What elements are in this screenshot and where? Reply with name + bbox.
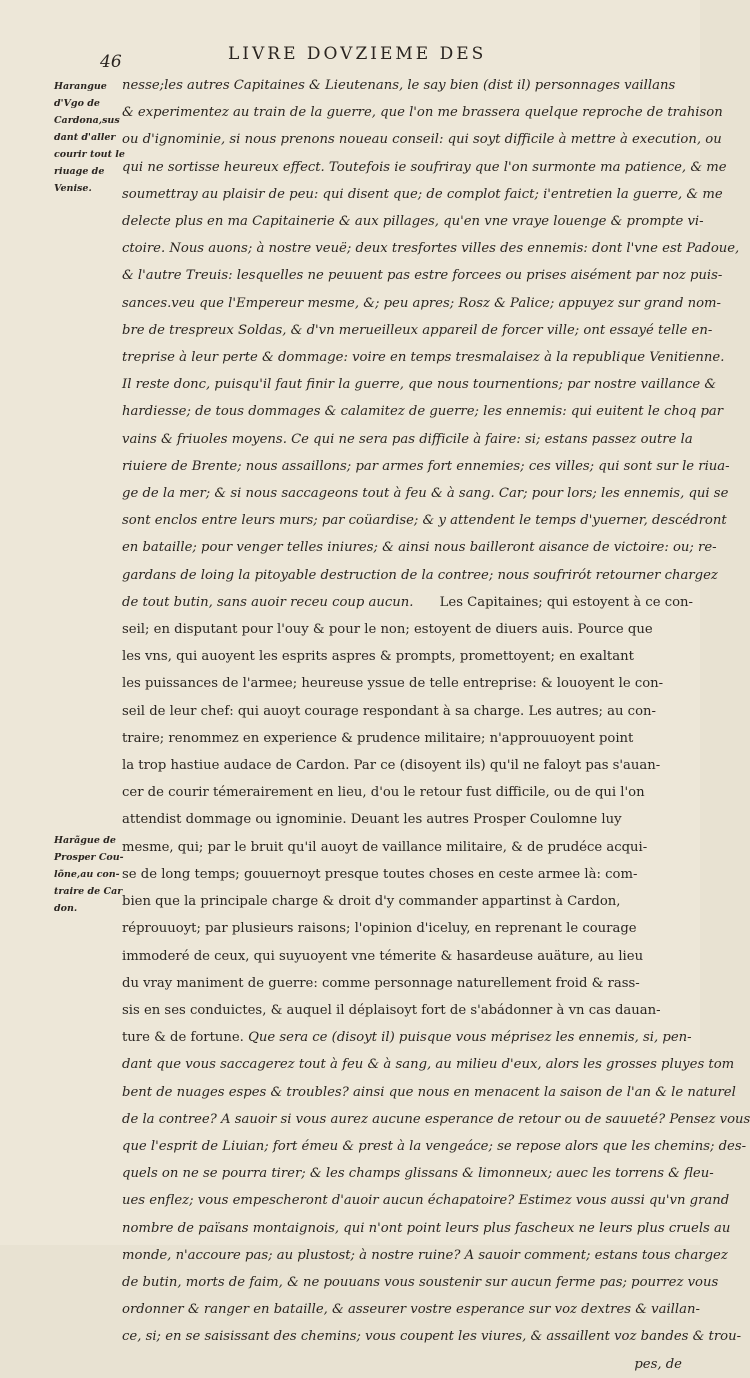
text-line xyxy=(122,426,693,453)
text-segment: nesse;les autres Capitaines & Lieutenans, le say bien (dist il) personnages vaillans xyxy=(122,78,676,93)
margin-note-line: lõne,au con- xyxy=(54,869,120,880)
text-segment: sont enclos entre leurs murs; par coüardise; & y attendent le temps d'yuerner, descédront xyxy=(122,513,727,529)
text-line xyxy=(122,344,725,371)
text-segment: seil; en disputant pour l'ouy & pour le non; estoyent de diuers auis. Pource que xyxy=(122,622,653,638)
text-segment: pes, de xyxy=(634,1356,682,1372)
running-head: LIVRE DOVZIEME DES xyxy=(228,44,487,64)
margin-note-line: Harãgue de xyxy=(54,835,116,846)
text-segment: & experimentez au train de la guerre, que l'on me brassera quelque reproche de trahison xyxy=(122,105,723,121)
margin-note-harangue-cardona xyxy=(54,78,126,197)
margin-note-line: d'Vgo de xyxy=(54,98,100,109)
text-line xyxy=(122,943,682,970)
text-line xyxy=(122,1106,750,1133)
text-line xyxy=(122,915,682,942)
text-segment: delecte plus en ma Capitainerie & aux pillages, qu'en vne vraye louenge & prompte vi- xyxy=(122,214,704,230)
text-segment: vains & friuoles moyens. Ce qui ne sera pas difficile à faire: si; estans passez outre la xyxy=(122,431,693,447)
text-segment: les puissances de l'armee; heureuse yssue de telle entreprise: & louoyent le con- xyxy=(122,676,664,692)
text-line xyxy=(122,888,682,915)
text-segment: sis en ses conduictes, & auquel il déplaisoyt fort de s'abádonner à vn cas dauan- xyxy=(122,1002,661,1018)
text-segment: ues enflez; vous empescheront d'auoir aucun échapatoire? Estimez vous aussi qu'vn grand xyxy=(122,1193,730,1209)
text-line xyxy=(122,861,682,888)
body-text xyxy=(122,72,750,1378)
text-segment: ture & de fortune. xyxy=(122,1030,244,1046)
text-line xyxy=(122,126,722,153)
text-line xyxy=(122,72,682,99)
text-line xyxy=(122,562,718,589)
text-segment: en bataille; pour venger telles iniures; & ainsi nous bailleront aisance de victoire: ou; re- xyxy=(122,540,717,556)
text-segment: bre de trespreux Soldas, & d'vn merueilleux appareil de forcer ville; ont essayé telle en- xyxy=(122,322,713,338)
text-segment: du vray maniment de guerre: comme personnage naturellement froid & rass- xyxy=(122,975,640,991)
text-line xyxy=(122,1160,714,1187)
text-segment: de butin, morts de faim, & ne pouuans vous soustenir sur aucun ferme pas; pourrez vous xyxy=(122,1274,719,1290)
text-line xyxy=(122,154,727,181)
text-segment: treprise à leur perte & dommage: voire en temps tresmalaisez à la republique Venitienne. xyxy=(122,350,725,366)
margin-note-line: Venise. xyxy=(54,183,92,194)
text-segment: quels on ne se pourra tirer; & les champs glissans & limonneux; auec les torrens & fleu- xyxy=(122,1166,714,1182)
text-line xyxy=(122,1323,742,1350)
text-line xyxy=(122,317,713,344)
text-line xyxy=(122,1215,731,1242)
text-segment: gardans de loing la pitoyable destruction de la contree; nous soufrirót retourner chargez xyxy=(122,567,718,583)
text-segment: Il reste donc, puisqu'il faut finir la guerre, que nous tournentions; par nostre vaillance & xyxy=(122,377,717,393)
text-segment: ctoire. Nous auons; à nostre veuë; deux tresfortes villes des ennemis: dont l'vne est Padoue, xyxy=(122,241,740,257)
text-line xyxy=(122,806,682,833)
text-segment: seil de leur chef: qui auoyt courage respondant à sa charge. Les autres; au con- xyxy=(122,703,656,719)
text-segment: traire; renommez en experience & prudence militaire; n'approuuoyent point xyxy=(122,730,634,746)
text-segment: ge de la mer; & si nous saccageons tout à feu & à sang. Car; pour lors; les ennemis, qui se xyxy=(122,486,729,502)
text-line xyxy=(122,725,682,752)
text-segment: monde, n'accoure pas; au plustost; à nostre ruine? A sauoir comment; estans tous chargez xyxy=(122,1247,728,1263)
text-segment: réprouuoyt; par plusieurs raisons; l'opinion d'iceluy, en reprenant le courage xyxy=(122,921,637,937)
margin-note-line: dant d'aller xyxy=(54,132,116,143)
text-segment: Que sera ce (disoyt il) puisque vous méprisez les ennemis, si, pen- xyxy=(243,1030,692,1046)
text-line xyxy=(122,208,704,235)
text-segment: de la contree? A sauoir si vous aurez aucune esperance de retour ou de sauueté? Pensez vous xyxy=(122,1111,750,1127)
text-line xyxy=(122,1079,736,1106)
text-line xyxy=(122,480,729,507)
text-line xyxy=(122,970,682,997)
text-line xyxy=(122,589,693,616)
text-line xyxy=(122,534,717,561)
text-line xyxy=(122,779,682,806)
margin-note-line: Cardona,sus xyxy=(54,115,120,126)
text-line xyxy=(122,1133,747,1160)
text-line xyxy=(122,643,682,670)
margin-note-line: Prosper Cou- xyxy=(54,852,124,863)
text-segment: se de long temps; gouuernoyt presque toutes choses en ceste armee là: com- xyxy=(122,866,638,882)
text-line xyxy=(122,698,682,725)
text-line xyxy=(122,290,721,317)
text-line xyxy=(122,997,682,1024)
text-line xyxy=(122,507,727,534)
text-line xyxy=(122,1351,682,1378)
text-segment: bent de nuages espes & troubles? ainsi que nous en menacent la saison de l'an & le naturel xyxy=(122,1084,736,1100)
margin-note-line: riuage de xyxy=(54,166,105,177)
text-segment: ordonner & ranger en bataille, & asseurer vostre esperance sur voz dextres & vaillan- xyxy=(122,1302,700,1318)
text-line xyxy=(122,99,723,126)
text-line xyxy=(122,834,682,861)
text-line xyxy=(122,235,740,262)
margin-note-harangue-prosper xyxy=(54,832,126,917)
text-segment: ou d'ignominie, si nous prenons noueau conseil: qui soyt difficile à mettre à execution, ou xyxy=(122,132,722,148)
text-segment: que l'esprit de Liuian; fort émeu & prest à la vengeáce; se repose alors que les chemins; des- xyxy=(122,1138,747,1154)
text-segment: la trop hastiue audace de Cardon. Par ce (disoyent ils) qu'il ne faloyt pas s'auan- xyxy=(122,758,661,774)
text-segment: attendist dommage ou ignominie. Deuant les autres Prosper Coulomne luy xyxy=(122,812,622,828)
text-segment: nombre de païsans montaignois, qui n'ont point leurs plus fascheux ne leurs plus cruels au xyxy=(122,1220,731,1236)
text-segment: dant que vous saccagerez tout à feu & à sang, au milieu d'eux, alors les grosses pluyes tom xyxy=(122,1057,735,1073)
text-line xyxy=(122,262,723,289)
text-segment: soumettray au plaisir de peu: qui disent que; de complot faict; i'entretien la guerre, & me xyxy=(122,186,723,202)
text-segment: Les Capitaines; qui estoyent à ce con- xyxy=(435,594,693,610)
text-segment: riuiere de Brente; nous assaillons; par armes fort ennemies; ces villes; qui sont sur le riua- xyxy=(122,458,730,474)
text-line xyxy=(122,616,682,643)
text-line xyxy=(122,1296,700,1323)
text-segment: les vns, qui auoyent les esprits aspres & prompts, promettoyent; en exaltant xyxy=(122,649,634,665)
text-segment: mesme, qui; par le bruit qu'il auoyt de vaillance militaire, & de prudéce acqui- xyxy=(122,839,648,855)
text-segment: sances.veu que l'Empereur mesme, &; peu apres; Rosz & Palice; appuyez sur grand nom- xyxy=(122,295,721,311)
margin-note-line: traire de Car xyxy=(54,886,123,897)
text-line xyxy=(122,1024,692,1051)
text-segment: hardiesse; de tous dommages & calamitez de guerre; les ennemis: qui euitent le choq par xyxy=(122,404,724,420)
margin-note-line: Harangue xyxy=(54,81,107,92)
margin-note-line: courir tout le xyxy=(54,149,125,160)
text-line xyxy=(122,670,682,697)
text-line xyxy=(122,1269,719,1296)
page-number: 46 xyxy=(100,52,122,72)
text-line xyxy=(122,453,730,480)
text-segment: immoderé de ceux, qui suyuoyent vne témerite & hasardeuse auäture, au lieu xyxy=(122,948,644,964)
text-segment: bien que la principale charge & droit d'y commander appartinst à Cardon, xyxy=(122,894,621,910)
text-segment: qui ne sortisse heureux effect. Toutefois ie soufriray que l'on surmonte ma patience, & me xyxy=(122,159,727,175)
text-segment: de tout butin, sans auoir receu coup aucun. xyxy=(122,594,414,610)
text-segment: ce, si; en se saisissant des chemins; vous coupent les viures, & assaillent voz bandes & trou- xyxy=(122,1329,742,1345)
text-line xyxy=(122,1242,728,1269)
text-line xyxy=(122,371,717,398)
text-line xyxy=(122,1187,730,1214)
text-segment: & l'autre Treuis: lesquelles ne peuuent pas estre forcees ou prises aisément par noz puis- xyxy=(122,268,723,284)
margin-note-line: don. xyxy=(54,903,78,914)
text-line xyxy=(122,181,723,208)
text-line xyxy=(122,398,724,425)
text-line xyxy=(122,1051,735,1078)
text-segment: cer de courir témerairement en lieu, d'ou le retour fust difficile, ou de qui l'on xyxy=(122,785,645,801)
text-line xyxy=(122,752,682,779)
